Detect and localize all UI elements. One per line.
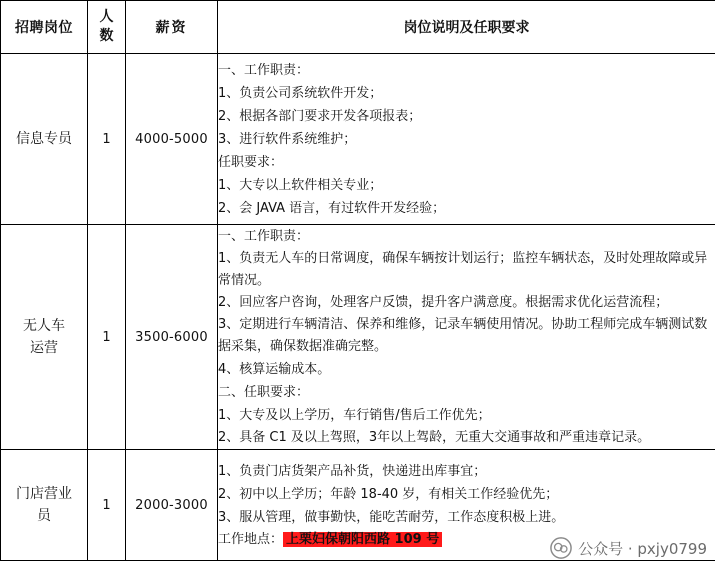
worksite-address: 上栗妇保朝阳西路 109 号 [283,532,442,547]
worksite-label: 工作地点： [218,531,284,547]
position-cell [1,225,88,450]
table-row [1,54,715,225]
description-line: 3、服从管理，做事勤快，能吃苦耐劳，工作态度积极上进。 [218,509,565,525]
header-position: 招聘岗位 [1,1,88,54]
header-count [88,1,126,54]
table-row [1,225,715,450]
header-count-line2: 数 [99,28,114,44]
description-line: 3、定期进行车辆清洁、保养和维修，记录车辆使用情况。协助工程师完成车辆测试数据采集，确保数据准确完整。 [218,317,708,354]
description-line: 一、工作职责： [218,229,310,244]
description-line: 二、任职要求： [218,385,310,400]
description-line: 2、根据各部门要求开发各项报表； [218,108,422,124]
header-description: 岗位说明及任职要求 [218,1,715,54]
count-cell: 1 [88,225,126,450]
description-line: 1、大专及以上学历，车行销售/售后工作优先； [218,408,491,423]
position-cell [1,54,88,225]
table-header-row [1,1,715,54]
count-cell: 1 [88,54,126,225]
description-line: 任职要求： [218,154,284,170]
description-line: 1、负责无人车的日常调度，确保车辆按计划运行；监控车辆状态，及时处理故障或异常情况。 [218,251,708,288]
position-name-line1: 门店营业 [16,486,72,502]
header-salary: 薪资 [126,1,218,54]
position-name-line2: 运营 [30,340,58,356]
position-name-line1: 无人车 [23,318,65,334]
description-line: 一、工作职责： [218,62,310,78]
description-line: 2、回应客户咨询，处理客户反馈，提升客户满意度。根据需求优化运营流程； [218,295,669,310]
description-line: 2、会 JAVA 语言，有过软件开发经验； [218,200,446,216]
description-line: 3、进行软件系统维护； [218,131,357,147]
position-name-line2: 员 [37,508,51,524]
salary-cell: 4000-5000 [126,54,218,225]
description-cell [218,54,715,225]
description-line: 2、初中以上学历；年龄 18-40 岁，有相关工作经验优先； [218,486,559,502]
salary-cell: 3500-6000 [126,225,218,450]
header-count-line1: 人 [99,9,114,25]
description-line: 4、核算运输成本。 [218,362,331,377]
description-line: 1、大专以上软件相关专业； [218,177,383,193]
description-line: 2、具备 C1 及以上驾照，3年以上驾龄，无重大交通事故和严重违章记录。 [218,430,651,445]
position-cell [1,450,88,561]
watermark-text: 公众号 · pxjy0799 [578,539,707,558]
count-cell: 1 [88,450,126,561]
description-line: 1、负责公司系统软件开发； [218,85,383,101]
description-cell [218,225,715,450]
watermark [550,537,707,559]
description-line: 1、负责门店货架产品补货，快递进出库事宜； [218,463,487,479]
position-name: 信息专员 [16,131,72,147]
wechat-official-account-icon [550,537,572,559]
salary-cell: 2000-3000 [126,450,218,561]
